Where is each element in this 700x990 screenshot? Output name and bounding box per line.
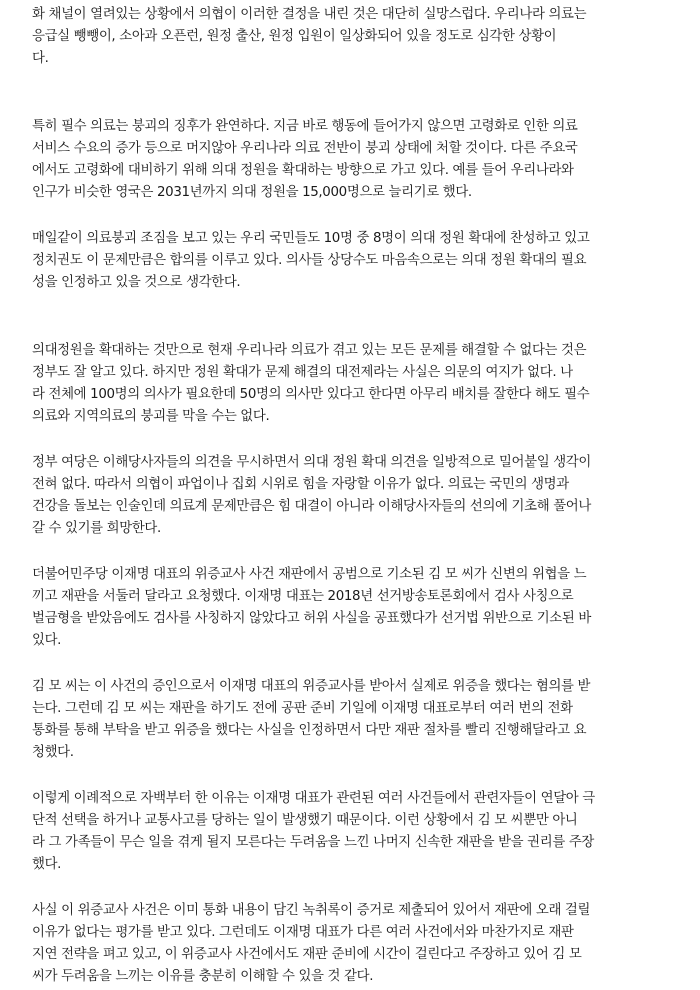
text-line: 이렇게 이례적으로 자백부터 한 이유는 이재명 대표가 관련된 여러 사건들에서 관련자들이 연달아 극: [32, 791, 595, 806]
text-line: 정치권도 이 문제만큼은 합의를 이루고 있다. 의사들 상당수도 마음속으로는 의대 정원 확대의 필요: [32, 253, 587, 268]
text-line: 씨가 두려움을 느끼는 이유를 충분히 이해할 수 있을 것 같다.: [32, 969, 374, 984]
text-line: 더불어민주당 이재명 대표의 위증교사 사건 재판에서 공범으로 기소된 김 모 씨가 신변의 위협을 느: [32, 567, 587, 582]
text-line: 다.: [32, 51, 49, 66]
text-line: 화 채널이 열려있는 상황에서 의협이 이러한 결정을 내린 것은 대단히 실망스럽다. 우리나라 의료는: [32, 7, 587, 22]
text-line: 는다. 그런데 김 모 씨는 재판을 하기도 전에 공판 준비 기일에 이재명 대표로부터 여러 번의 전화: [32, 701, 573, 716]
text-line: 라 전체에 100명의 의사가 필요한데 50명의 의사만 있다고 한다면 아무리 배치를 잘한다 해도 필수: [32, 387, 590, 402]
text-line: 이유가 없다는 평가를 받고 있다. 그런데도 이재명 대표가 다른 여러 사건에서와 마찬가지로 재판: [32, 925, 574, 940]
text-line: 정부 여당은 이해당사자들의 의견을 무시하면서 의대 정원 확대 의견을 일방적으로 밀어붙일 생각이: [32, 455, 591, 470]
text-line: 성을 인정하고 있을 것으로 생각한다.: [32, 275, 241, 290]
text-line: 의대정원을 확대하는 것만으로 현재 우리나라 의료가 겪고 있는 모든 문제를 해결할 수 없다는 것은: [32, 343, 587, 358]
text-line: 에서도 고령화에 대비하기 위해 의대 정원을 확대하는 방향으로 가고 있다. 예를 들어 우리나라와: [32, 163, 574, 178]
text-line: 끼고 재판을 서둘러 달라고 요청했다. 이재명 대표는 2018년 선거방송토론회에서 검사 사칭으로: [32, 589, 574, 604]
text-line: 단적 선택을 하거나 교통사고를 당하는 일이 발생했기 때문이다. 이런 상황에서 김 모 씨뿐만 아니: [32, 813, 578, 828]
text-line: 서비스 수요의 증가 등으로 머지않아 우리나라 의료 전반이 붕괴 상태에 처할 것이다. 다른 주요국: [32, 141, 578, 156]
text-line: 인구가 비슷한 영국은 2031년까지 의대 정원을 15,000명으로 늘리기로 했다.: [32, 185, 472, 200]
text-line: 매일같이 의료붕괴 조짐을 보고 있는 우리 국민들도 10명 중 8명이 의대 정원 확대에 찬성하고 있고: [32, 231, 590, 246]
paragraph-5: [32, 452, 666, 542]
text-line: 청했다.: [32, 745, 74, 760]
text-line: 통화를 통해 부탁을 받고 위증을 했다는 사실을 인정하면서 다만 재판 절차를 빨리 진행해달라고 요: [32, 723, 587, 738]
paragraph-7: [32, 676, 666, 766]
paragraph-3: [32, 228, 666, 318]
text-line: 특히 필수 의료는 붕괴의 징후가 완연하다. 지금 바로 행동에 들어가지 않으면 고령화로 인한 의료: [32, 119, 578, 134]
text-line: 갈 수 있기를 희망한다.: [32, 521, 161, 536]
text-line: 벌금형을 받았음에도 검사를 사칭하지 않았다고 허위 사실을 공표했다가 선거법 위반으로 기소된 바: [32, 611, 591, 626]
document-body: [32, 4, 666, 990]
paragraph-9: [32, 900, 666, 990]
text-line: 전혀 없다. 따라서 의협이 파업이나 집회 시위로 힘을 자랑할 이유가 없다. 의료는 국민의 생명과: [32, 477, 569, 492]
paragraph-4: [32, 340, 666, 430]
text-line: 사실 이 위증교사 사건은 이미 통화 내용이 담긴 녹취록이 증거로 제출되어 있어서 재판에 오래 걸릴: [32, 903, 591, 918]
paragraph-8: [32, 788, 666, 878]
text-line: 건강을 돌보는 인술인데 의료계 문제만큼은 힘 대결이 아니라 이해당사자들의 선의에 기초해 풀어나: [32, 499, 591, 514]
text-line: 지연 전략을 펴고 있고, 이 위증교사 사건에서도 재판 준비에 시간이 걸린다고 주장하고 있어 김 모: [32, 947, 582, 962]
text-line: 했다.: [32, 857, 62, 872]
text-line: 있다.: [32, 633, 62, 648]
paragraph-2: [32, 116, 666, 206]
text-line: 의료와 지역의료의 붕괴를 막을 수는 없다.: [32, 409, 270, 424]
text-line: 응급실 뺑뺑이, 소아과 오픈런, 원정 출산, 원정 입원이 일상화되어 있을 정도로 심각한 상황이: [32, 29, 557, 44]
paragraph-6: [32, 564, 666, 654]
text-line: 김 모 씨는 이 사건의 증인으로서 이재명 대표의 위증교사를 받아서 실제로 위증을 했다는 혐의를 받: [32, 679, 591, 694]
text-line: 정부도 잘 알고 있다. 하지만 정원 확대가 문제 해결의 대전제라는 사실은 의문의 여지가 없다. 나: [32, 365, 573, 380]
text-line: 라 그 가족들이 무슨 일을 겪게 될지 모른다는 두려움을 느낀 나머지 신속한 재판을 받을 권리를 주장: [32, 835, 595, 850]
paragraph-1: [32, 4, 666, 94]
